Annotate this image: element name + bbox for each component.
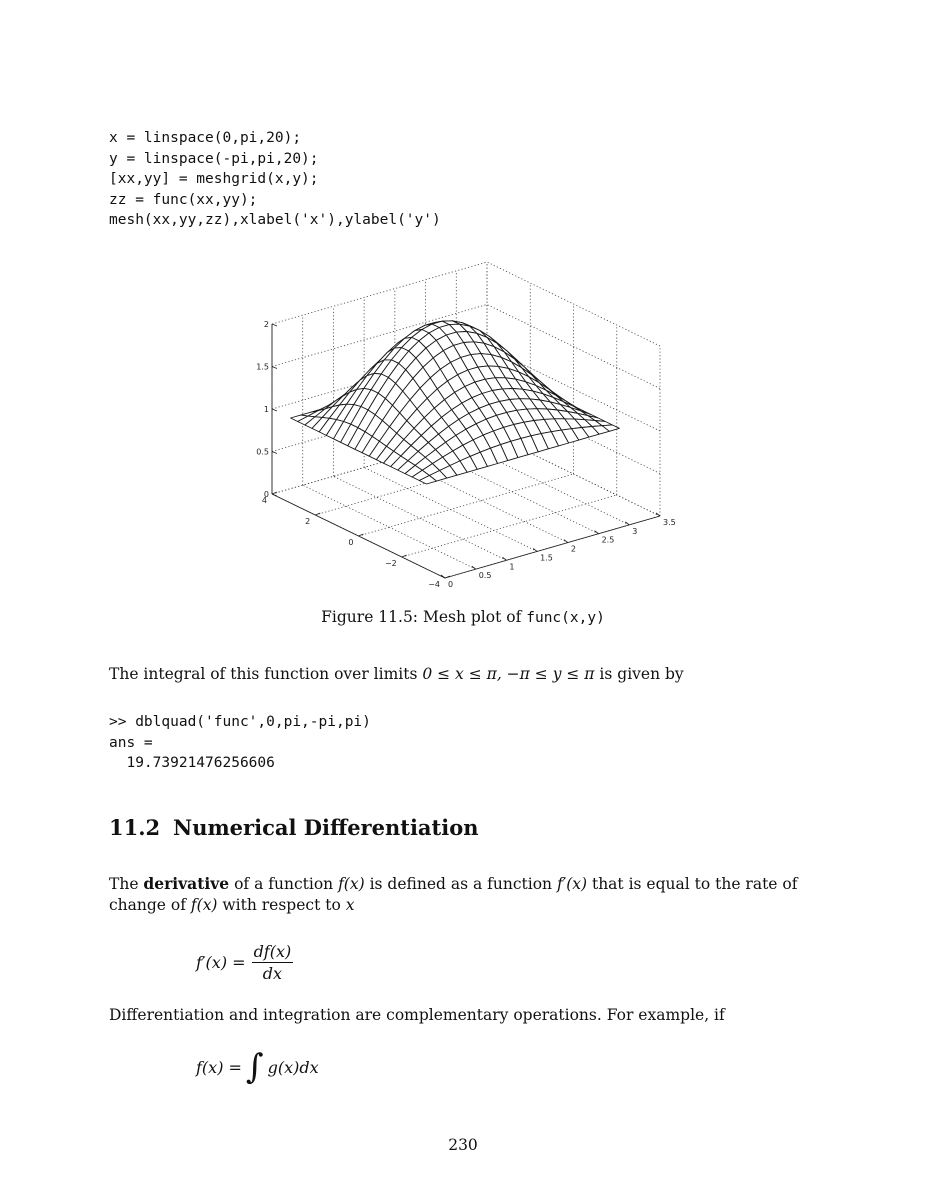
z-tick-label: 0.5 — [256, 447, 269, 457]
code-line: y = linspace(-pi,pi,20); — [109, 150, 319, 167]
text: The — [109, 875, 144, 893]
paragraph-complementary: Differentiation and integration are complementary operations. For example, if — [109, 1006, 725, 1024]
code-line: zz = func(xx,yy); — [109, 191, 258, 208]
section-title: Numerical Differentiation — [173, 815, 479, 840]
y-tick-label: −2 — [384, 559, 397, 568]
bold-term: derivative — [143, 874, 230, 893]
math-inline: 0 ≤ x ≤ π, −π ≤ y ≤ π — [422, 665, 595, 683]
math-inline: f(x) — [190, 896, 218, 914]
z-tick-label: 1 — [263, 405, 269, 414]
floor-gridline — [359, 474, 574, 536]
paragraph-derivative — [109, 873, 821, 916]
text: that is equal to the rate of change of — [109, 875, 798, 914]
z-tick-label: 2 — [263, 320, 269, 329]
code-line: ans = — [109, 734, 153, 751]
y-tick-label: −4 — [428, 580, 440, 589]
x-tick-label: 3.5 — [663, 518, 676, 527]
x-tick-label: 1 — [509, 562, 515, 572]
text: with respect to — [217, 896, 346, 914]
caption-code: func(x,y) — [526, 610, 605, 626]
section-number: 11.2 — [109, 815, 161, 840]
x-tick-label: 0.5 — [478, 571, 492, 581]
integral-sign: ∫ — [245, 1047, 264, 1087]
y-tick-label: 2 — [305, 517, 311, 526]
code-line: mesh(xx,yy,zz),xlabel('x'),ylabel('y') — [109, 212, 441, 228]
z-tick-label: 1.5 — [256, 362, 269, 372]
z-tick — [272, 452, 277, 454]
caption-text: Figure 11.5: Mesh plot of — [321, 608, 527, 626]
section-heading — [109, 815, 478, 840]
numerator: df(x) — [253, 942, 292, 961]
paragraph-integral — [109, 664, 821, 685]
page-number: 230 — [448, 1136, 478, 1154]
math-inline: f(x) — [338, 875, 365, 893]
text: The integral of this function over limits — [109, 665, 423, 683]
integrand: g(x)dx — [267, 1057, 319, 1077]
code-block-dblquad — [109, 712, 371, 774]
text: of a function — [229, 875, 339, 893]
code-line: x = linspace(0,pi,20); — [109, 130, 302, 146]
y-tick-label: 0 — [348, 538, 354, 547]
floor-gridline — [303, 485, 476, 569]
z-tick-label: 0 — [263, 490, 269, 499]
x-tick-label: 2.5 — [601, 535, 615, 545]
floor-gridline — [333, 476, 506, 560]
denominator: dx — [262, 964, 283, 983]
code-line: [xx,yy] = meshgrid(x,y); — [109, 171, 319, 187]
z-tick — [272, 367, 277, 369]
math-inline: f′(x) — [556, 875, 588, 893]
code-line: >> dblquad('func',0,pi,-pi,pi) — [109, 714, 371, 730]
x-tick-label: 2 — [570, 544, 576, 554]
x-tick-label: 1.5 — [540, 553, 553, 563]
equation-lhs: f(x) = — [196, 1057, 242, 1077]
figure-caption — [0, 608, 926, 626]
text: is defined as a function — [364, 875, 557, 893]
equation-derivative — [196, 942, 293, 983]
z-tick — [272, 324, 277, 326]
code-line: 19.73921476256606 — [109, 755, 275, 771]
math-inline: x — [345, 896, 355, 914]
x-tick-label: 3 — [632, 526, 638, 536]
fraction — [252, 942, 294, 983]
back-wall-gridline — [272, 262, 487, 324]
floor-gridline — [402, 495, 617, 557]
equation-integral — [196, 1047, 319, 1087]
z-tick — [272, 409, 277, 411]
x-tick-label: 0 — [448, 580, 454, 589]
equation-lhs: f′(x) = — [196, 953, 246, 972]
x-axis-line — [445, 516, 660, 581]
y-tick-label: 4 — [261, 496, 267, 505]
text: is given by — [594, 665, 684, 683]
